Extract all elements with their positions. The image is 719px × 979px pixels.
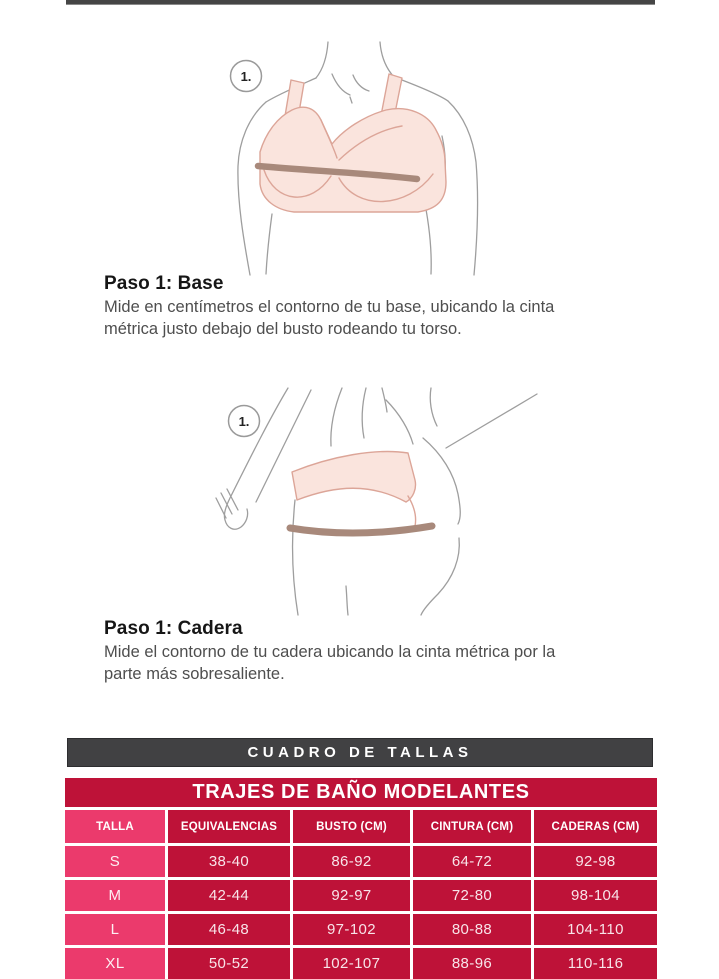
column-header-busto: BUSTO (CM) [293, 810, 410, 843]
cell-caderas: 98-104 [534, 880, 657, 911]
top-section-divider [66, 0, 655, 5]
step-base-title: Paso 1: Base [104, 273, 224, 294]
cell-cintura: 72-80 [413, 880, 531, 911]
cell-talla: XL [65, 948, 165, 979]
cell-caderas: 104-110 [534, 914, 657, 945]
bust-measurement-illustration [180, 40, 540, 277]
step-cadera-description-line2: parte más sobresaliente. [104, 664, 285, 683]
size-chart-section-title: CUADRO DE TALLAS [247, 744, 473, 761]
cell-equivalencias: 42-44 [168, 880, 290, 911]
cell-equivalencias: 46-48 [168, 914, 290, 945]
cell-talla: L [65, 914, 165, 945]
cell-equivalencias: 38-40 [168, 846, 290, 877]
measuring-tape [290, 526, 432, 533]
cell-busto: 86-92 [293, 846, 410, 877]
step-base-description-line2: métrica justo debajo del busto rodeando tu torso. [104, 319, 462, 338]
table-title-bar [65, 778, 657, 807]
step-cadera-title: Paso 1: Cadera [104, 618, 243, 639]
cell-caderas: 92-98 [534, 846, 657, 877]
step-badge [229, 406, 260, 437]
step-base-description-line1: Mide en centímetros el contorno de tu base, ubicando la cinta [104, 298, 555, 316]
column-header-caderas: CADERAS (CM) [534, 810, 657, 843]
table-row-xl-cutoff [65, 948, 657, 979]
cell-busto: 102-107 [293, 948, 410, 979]
hip-measurement-illustration [180, 386, 540, 616]
cell-cintura: 80-88 [413, 914, 531, 945]
panty-garment [292, 452, 416, 526]
bra-garment [260, 74, 446, 212]
cell-cintura: 88-96 [413, 948, 531, 979]
cell-cintura: 64-72 [413, 846, 531, 877]
table-row-m [65, 880, 657, 911]
cell-busto: 92-97 [293, 880, 410, 911]
body-outline [216, 388, 537, 615]
table-row-s [65, 846, 657, 877]
cell-equivalencias: 50-52 [168, 948, 290, 979]
table-header-row [65, 810, 657, 843]
step-cadera-description-line1: Mide el contorno de tu cadera ubicando la cinta métrica por la [104, 643, 556, 661]
cell-talla: S [65, 846, 165, 877]
step-base-text-block [104, 272, 624, 340]
table-row-l [65, 914, 657, 945]
column-header-cintura: CINTURA (CM) [413, 810, 531, 843]
cell-talla: M [65, 880, 165, 911]
column-header-talla: TALLA [65, 810, 165, 843]
step-badge [231, 61, 262, 92]
cell-caderas: 110-116 [534, 948, 657, 979]
step-cadera-text-block [104, 617, 624, 685]
cell-busto: 97-102 [293, 914, 410, 945]
step-badge-number: 1. [238, 414, 250, 429]
column-header-equivalencias: EQUIVALENCIAS [168, 810, 290, 843]
table-title: TRAJES DE BAÑO MODELANTES [192, 781, 530, 803]
size-chart-table [65, 778, 657, 979]
step-badge-number: 1. [240, 69, 252, 84]
size-chart-section-header [67, 738, 653, 767]
